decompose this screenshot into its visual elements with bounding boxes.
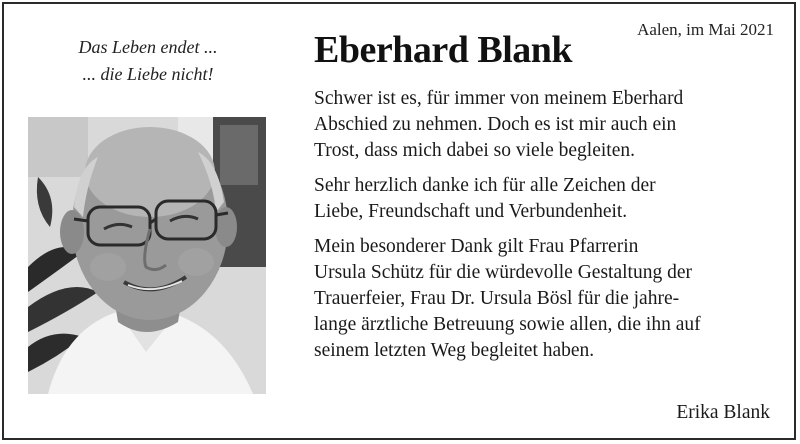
text-line: Sehr herzlich danke ich für alle Zeichen der [314, 175, 656, 196]
text-line: lange ärztliche Betreuung sowie allen, die ihn auf [314, 314, 701, 335]
motto-line-2: ... die Liebe nicht! [82, 64, 214, 84]
text-line: Trauerfeier, Frau Dr. Ursula Bösl für die jahre- [314, 288, 680, 309]
text-line: seinem letzten Weg begleitet haben. [314, 340, 595, 361]
text-line: Abschied zu nehmen. Doch es ist mir auch ein [314, 114, 677, 135]
text-line: Schwer ist es, für immer von meinem Eberhard [314, 88, 684, 109]
signature: Erika Blank [676, 402, 770, 423]
deceased-name: Eberhard Blank [314, 29, 573, 71]
paragraph-2 [314, 173, 784, 225]
motto-line-1: Das Leben endet ... [78, 37, 218, 57]
place-date: Aalen, im Mai 2021 [637, 20, 774, 39]
text-line: Liebe, Freundschaft und Verbundenheit. [314, 201, 628, 222]
motto [28, 34, 268, 88]
thank-you-text [314, 86, 784, 373]
portrait-photo [28, 117, 266, 394]
paragraph-3 [314, 234, 784, 364]
text-line: Mein besonderer Dank gilt Frau Pfarrerin [314, 236, 639, 257]
text-line: Ursula Schütz für die würdevolle Gestaltung der [314, 262, 692, 283]
paragraph-1 [314, 86, 784, 164]
text-line: Trost, dass mich dabei so viele begleiten. [314, 140, 635, 161]
